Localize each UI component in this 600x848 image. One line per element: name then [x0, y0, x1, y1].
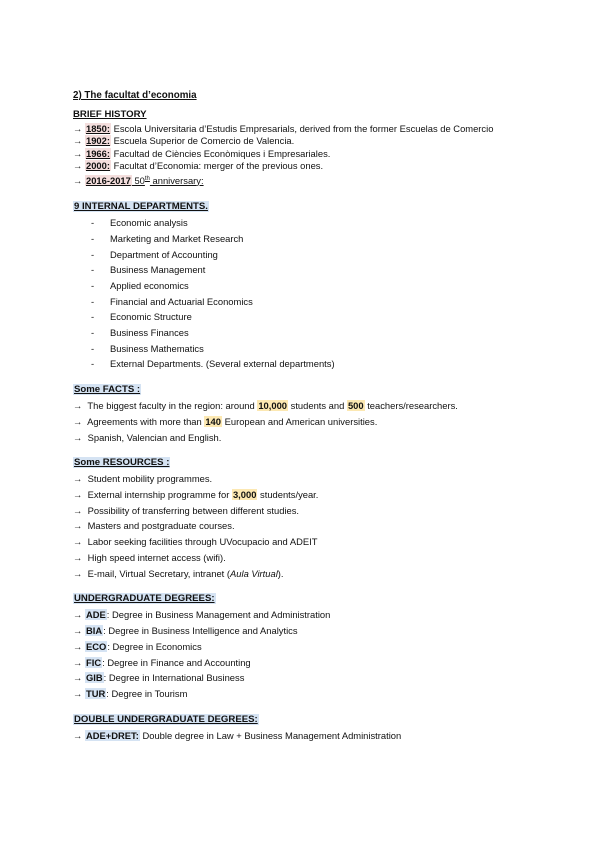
- degree-item: → FIC: Degree in Finance and Accounting: [73, 655, 553, 671]
- facts-heading: Some FACTS :: [74, 384, 141, 396]
- arrow-icon: →: [73, 123, 83, 134]
- list-item: → Agreements with more than 140 European and American universities.: [73, 414, 553, 430]
- list-item: → Labor seeking facilities through UVocupacio and ADEIT: [73, 534, 553, 550]
- list-item: - External Departments. (Several external departments): [91, 358, 335, 370]
- undergraduate-list: [73, 607, 553, 702]
- arrow-icon: →: [73, 640, 83, 652]
- arrow-icon: →: [73, 135, 83, 147]
- double-degrees-heading: DOUBLE UNDERGRADUATE DEGREES:: [74, 714, 258, 725]
- history-item-anniversary: → 2016-2017 50th anniversary:: [73, 174, 204, 186]
- history-text: Escuela Superior de Comercio de Valencia.: [110, 135, 295, 147]
- degree-item: → BIA: Degree in Business Intelligence and Analytics: [73, 623, 553, 639]
- degree-item: → ADE+DRET: Double degree in Law + Business Management Administration: [73, 728, 553, 744]
- degree-code: FIC: [86, 656, 102, 668]
- list-item: → External internship programme for 3,000 students/year.: [73, 487, 553, 503]
- degree-item: → TUR: Degree in Tourism: [73, 686, 553, 702]
- arrow-icon: →: [73, 489, 83, 500]
- list-item: - Business Management: [91, 264, 206, 276]
- degree-item: → ADE: Degree in Business Management and Administration: [73, 607, 553, 623]
- arrow-icon: →: [73, 504, 83, 516]
- document-content: [73, 90, 553, 744]
- resources-list: [73, 471, 553, 581]
- arrow-icon: →: [73, 567, 83, 579]
- facts-list: [73, 398, 553, 445]
- arrow-icon: →: [73, 431, 83, 443]
- arrow-icon: →: [73, 688, 83, 700]
- list-item: → Spanish, Valencian and English.: [73, 430, 553, 446]
- list-item: - Business Mathematics: [91, 342, 204, 354]
- arrow-icon: →: [73, 415, 83, 427]
- list-item: → The biggest faculty in the region: around 10,000 students and 500 teachers/researchers.: [73, 398, 553, 414]
- degree-code: GIB: [86, 672, 103, 684]
- brief-history-heading: BRIEF HISTORY: [73, 109, 147, 120]
- history-text: Escola Universitaria d’Estudis Empresarials, derived from the former Escuelas de Comercio: [110, 123, 494, 134]
- list-item: - Economic Structure: [91, 311, 192, 323]
- list-item: → Masters and postgraduate courses.: [73, 518, 553, 534]
- undergraduate-heading: UNDERGRADUATE DEGREES:: [74, 593, 215, 605]
- degree-code: ADE+DRET:: [86, 730, 139, 741]
- arrow-icon: →: [73, 536, 83, 548]
- list-item: - Applied economics: [91, 279, 189, 291]
- arrow-icon: →: [73, 672, 83, 684]
- history-year: 1966:: [86, 147, 110, 159]
- history-item: [73, 135, 553, 147]
- brief-history-list: [73, 123, 553, 187]
- arrow-icon: →: [73, 730, 83, 741]
- list-item: → E-mail, Virtual Secretary, intranet (Aula Virtual).: [73, 566, 553, 582]
- list-item: - Financial and Actuarial Economics: [91, 295, 253, 307]
- arrow-icon: →: [73, 625, 83, 637]
- departments-list: [73, 215, 553, 372]
- history-year: 2000:: [86, 160, 110, 172]
- degree-code: BIA: [86, 625, 103, 637]
- history-item: [73, 123, 553, 135]
- section-title: 2) The facultat d’economia: [73, 90, 197, 101]
- arrow-icon: →: [73, 400, 83, 412]
- history-item: [73, 160, 553, 172]
- list-item: → High speed internet access (wifi).: [73, 550, 553, 566]
- arrow-icon: →: [73, 174, 83, 186]
- degree-code: TUR: [86, 688, 106, 700]
- list-item: - Marketing and Market Research: [91, 232, 244, 244]
- degree-code: ECO: [86, 640, 107, 652]
- arrow-icon: →: [73, 551, 83, 563]
- history-year: 1902:: [86, 135, 110, 147]
- history-year: 2016-2017: [86, 174, 131, 186]
- arrow-icon: →: [73, 520, 83, 532]
- list-item: → Possibility of transferring between different studies.: [73, 503, 553, 519]
- arrow-icon: →: [73, 160, 83, 172]
- list-item: - Economic analysis: [91, 217, 188, 229]
- degree-code: ADE: [86, 609, 106, 621]
- arrow-icon: →: [73, 656, 83, 668]
- departments-heading: 9 INTERNAL DEPARTMENTS.: [74, 201, 208, 213]
- list-item: - Department of Accounting: [91, 248, 218, 260]
- history-item: [73, 148, 553, 160]
- history-text: Facultat d’Economia: merger of the previous ones.: [110, 160, 324, 172]
- list-item: - Business Finances: [91, 327, 189, 339]
- list-item: → Student mobility programmes.: [73, 471, 553, 487]
- history-year: 1850:: [86, 123, 110, 134]
- arrow-icon: →: [73, 147, 83, 159]
- history-text: Facultad de Ciències Econòmiques i Empresariales.: [110, 147, 331, 159]
- arrow-icon: →: [73, 609, 83, 621]
- degree-item: → ECO: Degree in Economics: [73, 639, 553, 655]
- resources-heading: Some RESOURCES :: [74, 457, 170, 469]
- degree-item: → GIB: Degree in International Business: [73, 670, 553, 686]
- arrow-icon: →: [73, 473, 83, 485]
